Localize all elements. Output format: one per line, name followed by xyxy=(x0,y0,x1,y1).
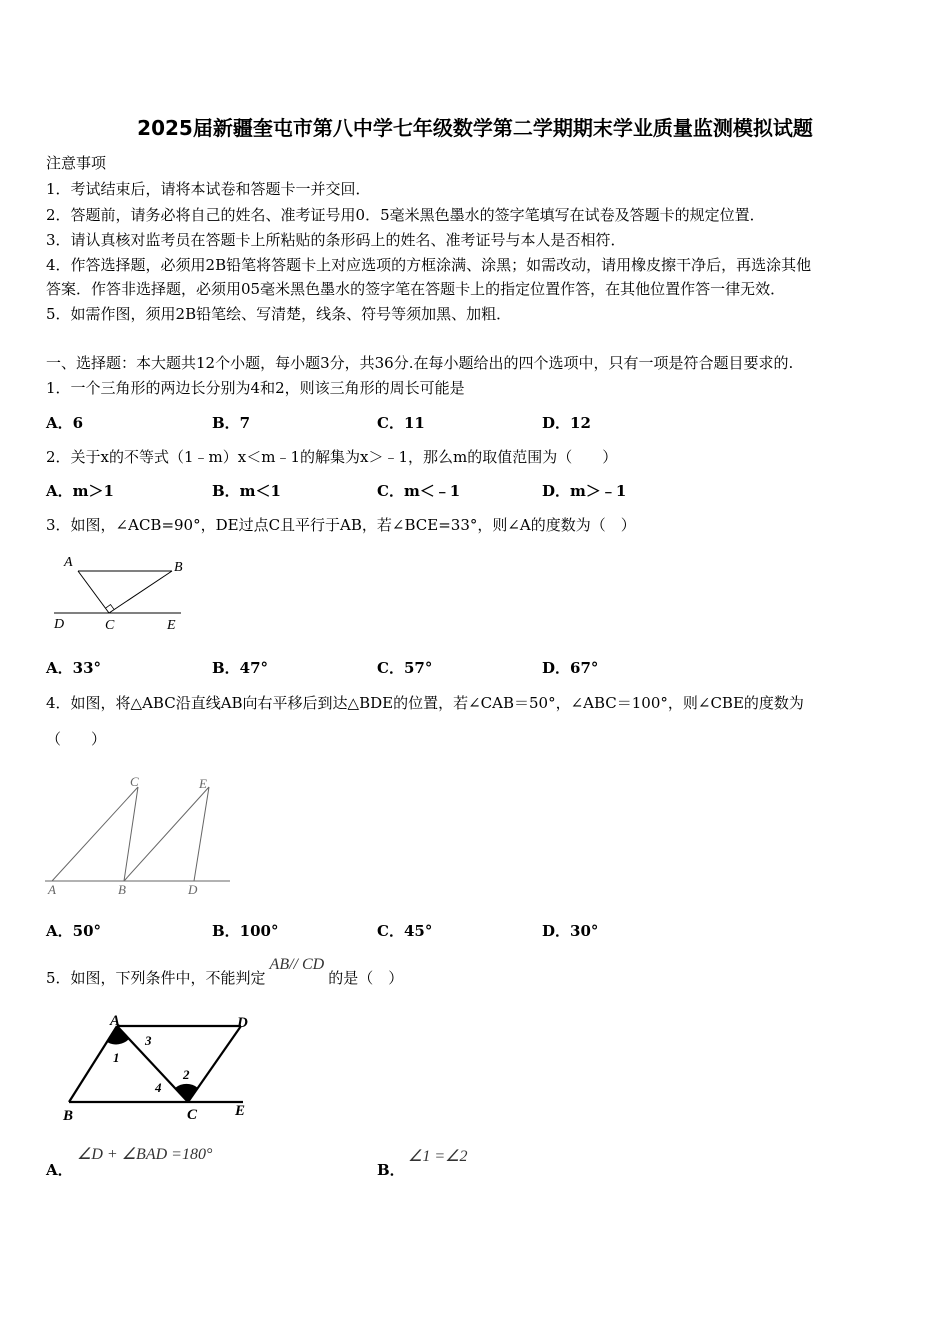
question-3-stem: 3．如图，∠ACB=90°，DE过点C且平行于AB，若∠BCE=33°，则∠A的度数为（ ） xyxy=(46,516,636,534)
q2-option-a[interactable]: A．m＞1 xyxy=(46,482,114,500)
q3-option-a[interactable]: A．33° xyxy=(46,659,102,677)
q5-stem-post: 的是（ ） xyxy=(328,969,404,987)
page-title: 2025届新疆奎屯市第八中学七年级数学第二学期期末学业质量监测模拟试题 xyxy=(137,116,813,140)
note-item: 答案．作答非选择题，必须用05毫米黑色墨水的签字笔在答题卡上的指定位置作答，在其他位置作答一律无效． xyxy=(46,280,786,298)
label-e: E xyxy=(199,776,207,791)
label-e: E xyxy=(167,618,176,633)
notes-heading: 注意事项 xyxy=(46,154,107,172)
q2-option-d[interactable]: D．m＞﹣1 xyxy=(542,482,627,500)
note-item: 3．请认真核对监考员在答题卡上所粘贴的条形码上的姓名、准考证号与本人是否相符． xyxy=(46,231,626,249)
q2-option-b[interactable]: B．m＜1 xyxy=(212,482,281,500)
label-b: B xyxy=(174,560,183,575)
q4-figure xyxy=(40,770,235,900)
q5-figure xyxy=(55,1008,255,1128)
label-b: B xyxy=(63,1108,74,1124)
q4-option-d[interactable]: D．30° xyxy=(542,922,599,940)
label-e: E xyxy=(235,1103,246,1119)
q1-option-c[interactable]: C．11 xyxy=(377,414,425,432)
label-a: A xyxy=(110,1013,121,1029)
q5-stem-math: AB// CD xyxy=(269,956,325,973)
question-4-stem: 4．如图，将△ABC沿直线AB向右平移后到达△BDE的位置，若∠CAB＝50°，∠ABC＝100°，则∠CBE的度数为 xyxy=(46,694,804,712)
q5-stem-pre: 5．如图，下列条件中，不能判定 xyxy=(46,969,266,987)
section-heading: 一、选择题：本大题共12个小题，每小题3分，共36分.在每小题给出的四个选项中，只有一项是符合题目要求的. xyxy=(46,354,794,372)
label-1: 1 xyxy=(113,1050,120,1065)
right-angle-mark xyxy=(106,605,115,610)
q1-option-d[interactable]: D．12 xyxy=(542,414,591,432)
label-c: C xyxy=(105,618,115,633)
label-3: 3 xyxy=(145,1033,152,1048)
q3-option-d[interactable]: D．67° xyxy=(542,659,599,677)
label-d: D xyxy=(54,617,65,632)
label-b: B xyxy=(118,882,126,897)
note-item: 2．答题前，请务必将自己的姓名、准考证号用0．5毫米黑色墨水的签字笔填写在试卷及答题卡的规定位置． xyxy=(46,206,765,224)
label-d: D xyxy=(237,1015,248,1031)
segment-ac xyxy=(117,1026,188,1102)
q5-option-a[interactable] xyxy=(46,1159,73,1180)
q3-figure xyxy=(46,548,191,636)
q4-option-a[interactable]: A．50° xyxy=(46,922,102,940)
q4-option-b[interactable]: B．100° xyxy=(212,922,279,940)
label-c: C xyxy=(187,1107,198,1123)
note-item: 4．作答选择题，必须用2B铅笔将答题卡上对应选项的方框涂满、涂黑；如需改动，请用橡皮擦干净后，再选涂其他 xyxy=(46,256,812,274)
q3-option-b[interactable]: B．47° xyxy=(212,659,269,677)
question-4-stem-cont: （ ） xyxy=(46,730,107,748)
segment-bc xyxy=(109,571,172,613)
question-5-stem xyxy=(46,956,404,988)
q5-option-b-math: ∠1 =∠2 xyxy=(408,1148,468,1165)
q5-option-b-label: B． xyxy=(377,1161,405,1179)
q5-option-a-label: A． xyxy=(46,1161,73,1179)
segment-cb xyxy=(124,787,138,881)
q4-option-c[interactable]: C．45° xyxy=(377,922,433,940)
q1-option-b[interactable]: B．7 xyxy=(212,414,251,432)
label-a: A xyxy=(48,882,56,897)
q2-option-c[interactable]: C．m＜﹣1 xyxy=(377,482,461,500)
q1-option-a[interactable]: A．6 xyxy=(46,414,84,432)
label-4: 4 xyxy=(155,1080,162,1095)
q5-option-b[interactable] xyxy=(377,1159,405,1180)
label-2: 2 xyxy=(183,1067,190,1082)
q3-option-c[interactable]: C．57° xyxy=(377,659,433,677)
question-1-stem: 1．一个三角形的两边长分别为4和2，则该三角形的周长可能是 xyxy=(46,379,465,397)
q5-option-a-math: ∠D + ∠BAD =180° xyxy=(77,1146,213,1163)
question-2-stem: 2．关于x的不等式（1﹣m）x＜m﹣1的解集为x＞﹣1，那么m的取值范围为（ ） xyxy=(46,448,618,466)
segment-ac xyxy=(52,787,138,881)
segment-ab xyxy=(69,1026,117,1102)
note-item: 5．如需作图，须用2B铅笔绘、写清楚，线条、符号等须加黑、加粗． xyxy=(46,305,512,323)
label-c: C xyxy=(130,774,139,789)
segment-ac xyxy=(78,571,109,613)
label-d: D xyxy=(188,882,198,897)
label-a: A xyxy=(64,555,73,570)
note-item: 1．考试结束后，请将本试卷和答题卡一并交回． xyxy=(46,180,371,198)
